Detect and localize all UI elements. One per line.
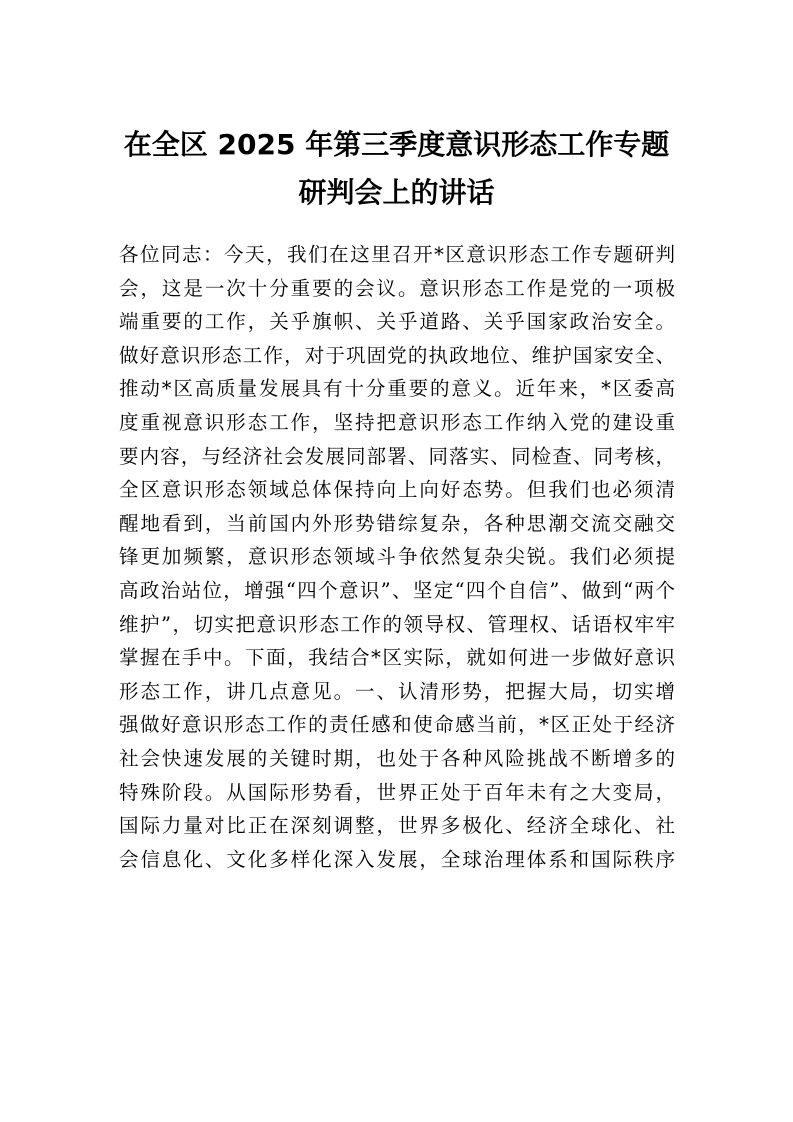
title-line-1: 在全区 2025 年第三季度意识形态工作专题 [123,128,670,161]
document-title [100,121,693,217]
body-line-5: 推动*区高质量发展具有十分重要的意义。近年来，*区委高 [119,377,675,401]
body-line-8: 全区意识形态领域总体保持向上向好态势。但我们也必须清 [119,478,675,502]
body-line-7: 要内容，与经济社会发展同部署、同落实、同检查、同考核， [119,444,675,468]
title-line-2: 研判会上的讲话 [298,176,495,209]
body-line-6: 度重视意识形态工作，坚持把意识形态工作纳入党的建设重 [119,410,675,434]
body-line-12: 维护”，切实把意识形态工作的领导权、管理权、话语权牢牢 [119,612,675,636]
body-line-10: 锋更加频繁，意识形态领域斗争依然复杂尖锐。我们必须提 [119,545,675,569]
body-line-4: 做好意识形态工作，对于巩固党的执政地位、维护国家安全、 [119,343,675,367]
body-line-14: 形态工作，讲几点意见。一、认清形势，把握大局，切实增 [119,679,675,703]
body-line-11: 高政治站位，增强“四个意识”、坚定“四个自信”、做到“两个 [119,578,675,602]
body-line-3: 端重要的工作，关乎旗帜、关乎道路、关乎国家政治安全。 [119,310,675,334]
speech-body [119,238,675,876]
body-line-13: 掌握在手中。下面，我结合*区实际，就如何进一步做好意识 [119,646,675,670]
body-line-9: 醒地看到，当前国内外形势错综复杂，各种思潮交流交融交 [119,511,675,535]
body-line-1: 各位同志：今天，我们在这里召开*区意识形态工作专题研判 [119,243,675,266]
body-line-15: 强做好意识形态工作的责任感和使命感当前，*区正处于经济 [119,713,675,737]
body-line-17: 特殊阶段。从国际形势看，世界正处于百年未有之大变局， [119,780,675,804]
body-line-2: 会，这是一次十分重要的会议。意识形态工作是党的一项极 [119,276,675,300]
body-line-16: 社会快速发展的关键时期，也处于各种风险挑战不断增多的 [119,746,675,770]
body-line-18: 国际力量对比正在深刻调整，世界多极化、经济全球化、社 [119,814,675,838]
body-line-19: 会信息化、文化多样化深入发展，全球治理体系和国际秩序 [119,847,675,871]
